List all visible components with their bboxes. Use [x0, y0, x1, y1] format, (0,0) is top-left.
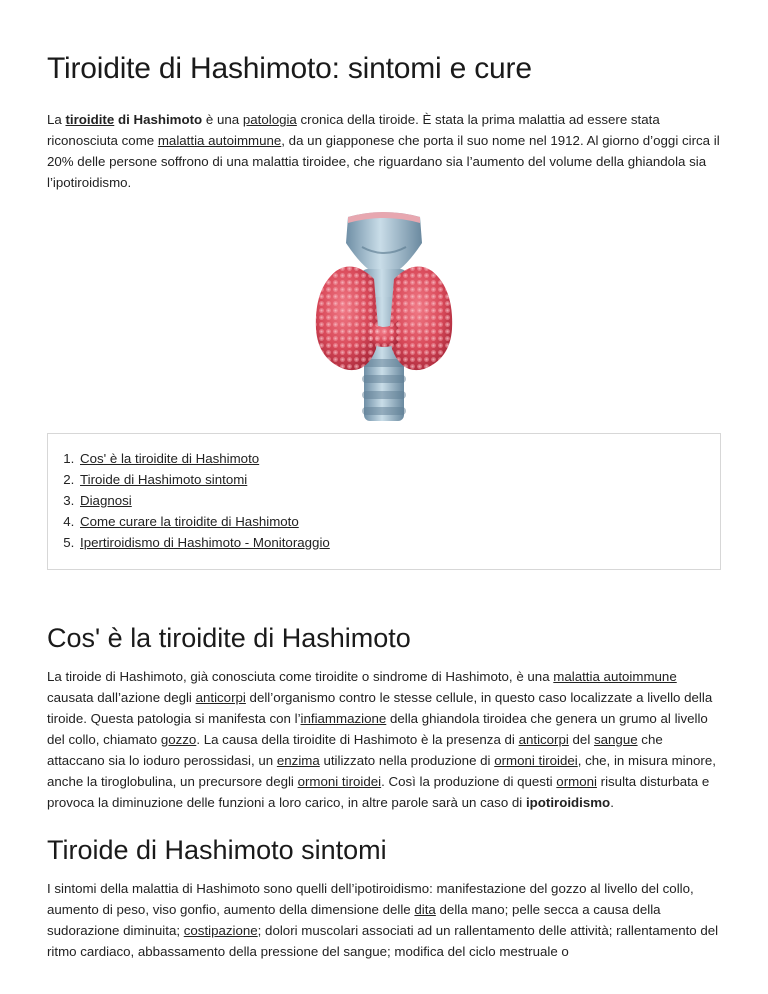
toc-item	[78, 532, 720, 553]
toc-list	[48, 448, 720, 553]
link-costipazione[interactable]: costipazione	[183, 923, 258, 938]
text: La tiroide di Hashimoto, già conosciuta come tiroidite o sindrome di Hashimoto, è una	[47, 669, 554, 684]
text: , da un giapponese che porta il suo nome nel 1912. Al giorno d’oggi circa il 20% delle persone soffrono di una malattia tiroidee, che riguardano sia l’aumento del volume della ghiandola sia l’ipotiroidismo.	[47, 133, 720, 190]
link-ormoni-tiroidei[interactable]: ormoni tiroidei	[297, 774, 382, 789]
text: .	[610, 795, 614, 810]
intro-paragraph	[47, 109, 721, 193]
link-tiroidite[interactable]: tiroidite	[65, 112, 115, 127]
toc-link-diagnosi[interactable]: Diagnosi	[80, 493, 132, 508]
toc-item	[78, 490, 720, 511]
text: della ghiandola tiroidea che genera un grumo al livello del collo, chiamato	[47, 711, 708, 747]
text: I sintomi della malattia di Hashimoto sono quelli dell’ipotiroidismo: manifestazione del gozzo al livello del collo, aumento di peso, viso gonfio, aumento della dimensione delle	[47, 881, 694, 917]
text: della mano; pelle secca a causa della sudorazione diminuita;	[47, 902, 661, 938]
page-title: Tiroidite di Hashimoto: sintomi e cure	[47, 52, 532, 85]
text: , che, in misura minore, anche la tiroglobulina, un precursore degli	[47, 753, 716, 789]
text: risulta disturbata e provoca la diminuzione delle funzioni a loro carico, in altre parole sarà un caso di	[47, 774, 710, 810]
text: . Così la produzione di questi	[381, 774, 557, 789]
table-of-contents	[47, 433, 721, 570]
link-ormoni[interactable]: ormoni	[556, 774, 597, 789]
link-gozzo[interactable]: gozzo	[160, 732, 197, 747]
section-heading-sintomi: Tiroide di Hashimoto sintomi	[47, 835, 387, 865]
bold-text: ipotiroidismo	[525, 795, 611, 810]
text: utilizzato nella produzione di	[319, 753, 495, 768]
text: . La causa della tiroidite di Hashimoto è la presenza di	[196, 732, 519, 747]
toc-link-sintomi[interactable]: Tiroide di Hashimoto sintomi	[80, 472, 248, 487]
link-malattia-autoimmune[interactable]: malattia autoimmune	[553, 669, 677, 684]
link-patologia[interactable]: patologia	[242, 112, 297, 127]
text: cronica della tiroide. È stata la prima malattia ad essere stata riconosciuta come	[47, 112, 660, 148]
link-sangue[interactable]: sangue	[593, 732, 638, 747]
toc-link-cos-e[interactable]: Cos' è la tiroidite di Hashimoto	[80, 451, 260, 466]
section2-paragraph	[47, 878, 721, 962]
text: dell’organismo contro le stesse cellule, in questo caso localizzate a livello della tiroide. Questa patologia si manifesta con l’	[47, 690, 713, 726]
text: causata dall’azione degli	[47, 690, 196, 705]
text: ; dolori muscolari associati ad un rallentamento delle attività; rallentamento del ritmo cardiaco, abbassamento della pressione del sangue; modifica del ciclo mestruale o	[47, 923, 719, 959]
toc-item	[78, 448, 720, 469]
section1-paragraph	[47, 666, 721, 813]
section-heading-cos-e: Cos' è la tiroidite di Hashimoto	[47, 623, 411, 653]
link-enzima[interactable]: enzima	[276, 753, 320, 768]
link-ormoni-tiroidei[interactable]: ormoni tiroidei	[494, 753, 578, 768]
bold-text: di Hashimoto	[114, 112, 203, 127]
toc-item	[78, 511, 720, 532]
thyroid-illustration	[47, 209, 721, 423]
text: La	[47, 112, 66, 127]
toc-item	[78, 469, 720, 490]
text: è una	[202, 112, 243, 127]
link-anticorpi[interactable]: anticorpi	[195, 690, 246, 705]
link-anticorpi[interactable]: anticorpi	[518, 732, 569, 747]
link-dita[interactable]: dita	[414, 902, 436, 917]
text: che attaccano sia lo ioduro perossidasi, un	[47, 732, 663, 768]
link-malattia-autoimmune[interactable]: malattia autoimmune	[157, 133, 282, 148]
thyroid-image	[304, 209, 464, 423]
toc-link-curare[interactable]: Come curare la tiroidite di Hashimoto	[80, 514, 299, 529]
toc-link-monitoraggio[interactable]: Ipertiroidismo di Hashimoto - Monitoraggio	[80, 535, 330, 550]
link-infiammazione[interactable]: infiammazione	[300, 711, 387, 726]
text: del	[568, 732, 594, 747]
